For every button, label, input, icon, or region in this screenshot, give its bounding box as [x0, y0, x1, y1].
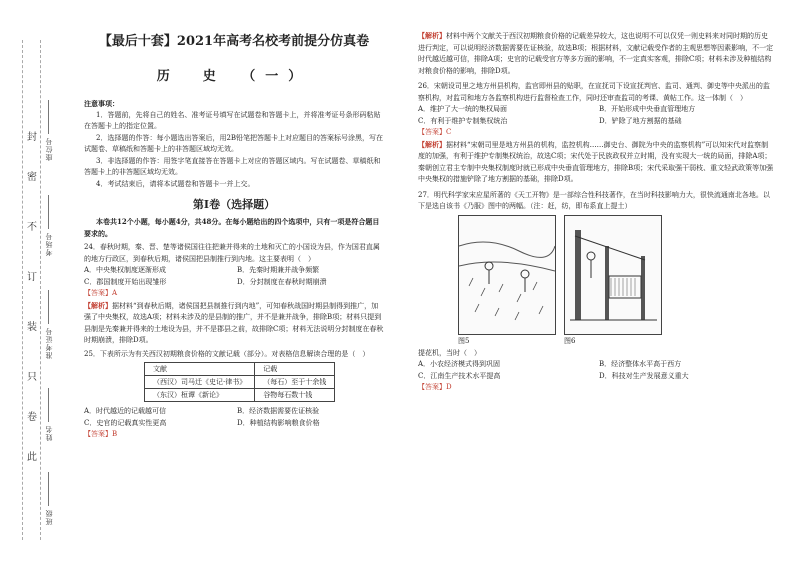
option: D．铲除了地方割据的基础 — [599, 116, 682, 125]
answer-value: B — [112, 430, 118, 438]
fig5-illustration — [458, 215, 556, 335]
option: C．江南生产技术水平提高 — [418, 371, 501, 380]
analysis-tag: 【解析】 — [84, 300, 112, 310]
answer-tag: 【答案】 — [84, 289, 112, 297]
table-cell: （每石）至于十余钱 — [255, 376, 335, 389]
exam-room-field: 考场号 — [44, 195, 54, 256]
q24-analysis — [84, 300, 384, 347]
seal-char: 封 — [27, 132, 37, 143]
q26-analysis — [418, 139, 774, 186]
subject-title: 历 史 （一） — [156, 69, 312, 84]
option: C．郡国制度开始出现雏形 — [84, 277, 167, 286]
right-column — [418, 30, 774, 394]
q27-figures — [458, 215, 774, 346]
q24-options — [84, 265, 384, 288]
section-intro: 本卷共12个小题，每小题4分，共48分。在每小题给出的四个选项中，只有一项是符合题目要求的。 — [84, 217, 380, 238]
q25-source-table — [144, 362, 335, 402]
analysis-text: 据材料“到春秋后期，诸侯国把县制推行到内地”，可知春秋战国时期县制得到推广，加强了中央集权，故选A项；材料未涉及的是县制的推广，并不是兼并战争，排除B项；材料只提到县制是先秦兼并得来的土地设为县，并不是郡县之前，故排除C项；材料无法说明分封制度在春秋时期崩溃，排除D项。 — [84, 301, 384, 344]
option: B．先秦时期兼并战争频繁 — [237, 266, 320, 274]
analysis-text: 材料中两个文献关于西汉初期粮食价格的记载差异较大，这也说明不可以仅凭一则史料来对同时期的历史进行判定，可以说明经济数据需要佐证核验，故选B项；根据材料，文献记载受作者的主观思想等因素影响，不一定时代越近越可信，排除A项；史官的记载受官方等多方面的影响，不一定真实客观，排除C项；材料未涉及种植结构对粮食价格的影响，排除D项。 — [418, 32, 774, 75]
table-row — [145, 389, 335, 402]
option: D．种植结构影响粮食价格 — [237, 418, 320, 427]
q27-note: 提花机，当时（ ） — [418, 348, 481, 357]
q27-answer — [418, 382, 774, 394]
fig6-illustration — [564, 215, 662, 335]
q24-stem: 24．春秋时期，秦、晋、楚等诸侯国往往把兼并得来的土地和灭亡的小国设为县，作为国君直属的地方行政区，到春秋后期，诸侯国把县制推行到内地。这主要表明（ ） — [84, 243, 380, 263]
table-header-cell: 记载 — [255, 363, 335, 376]
notice-item: 4．考试结束后，请将本试题卷和答题卡一并上交。 — [96, 179, 255, 188]
answer-tag: 【答案】 — [418, 128, 446, 136]
q26-options — [418, 104, 774, 127]
seal-char: 此 — [27, 452, 37, 463]
field-work-illustration — [459, 216, 555, 334]
figure-6 — [564, 215, 662, 346]
analysis-tag: 【解析】 — [418, 139, 446, 149]
left-column — [84, 30, 384, 441]
notice-heading: 注意事项： — [84, 99, 119, 108]
table-cell: （东汉）桓谭《新论》 — [145, 389, 255, 402]
seal-char: 装 — [27, 322, 37, 333]
q24-answer — [84, 288, 384, 300]
q25-stem: 25．下表所示为有关西汉初期粮食价格的文献记载（部分）。对表格信息解读合理的是（ ） — [84, 349, 370, 358]
q25-analysis — [418, 30, 774, 77]
answer-tag: 【答案】 — [418, 383, 446, 391]
option: C．有利于维护专制集权统治 — [418, 116, 508, 125]
binding-margin — [0, 0, 80, 562]
option: A．小农经济模式得到巩固 — [418, 360, 501, 368]
q26-answer — [418, 127, 774, 139]
q27-options — [418, 359, 774, 382]
seal-line-inner — [40, 40, 41, 540]
option: A．维护了大一统的集权局面 — [418, 105, 508, 113]
analysis-text: 据材料“宋朝司里是地方州县的机构，监控机构……御史台、御院为中央的监察机构”可以知宋代对监察制度的加强，有利于维护专制集权统治，故选C项；宋代处于民族政权并立时期，没有实现大一统的局面，排除A项；秦朝创立君主专制中央集权制度时就已形成中央垂直管理地方，排除B项；宋代采取强干弱枝、重文轻武政策等加强中央集权的措施铲除了地方割据的基础，排除D项。 — [418, 140, 774, 183]
answer-value: D — [446, 383, 452, 391]
table-row — [145, 376, 335, 389]
option: B．经济整体水平高于西方 — [599, 360, 682, 368]
section-title: 第Ⅰ卷（选择题） — [192, 198, 276, 211]
answer-tag: 【答案】 — [84, 430, 112, 438]
figure-caption: 图6 — [564, 336, 576, 345]
table-cell: （西汉）司马迁《史记·律书》 — [145, 376, 255, 389]
notice-item: 3．非选择题的作答：用签字笔直接答在答题卡上对应的答题区域内。写在试题卷、草稿纸和答题卡上的非答题区域均无效。 — [84, 156, 381, 176]
seal-char: 订 — [27, 272, 37, 283]
figure-caption: 图5 — [458, 336, 470, 345]
notice-item: 1．答题前，先将自己的姓名、准考证号填写在试题卷和答题卡上，并将准考证号条形码粘贴在答题卡上的指定位置。 — [84, 110, 381, 130]
notice-item: 2．选择题的作答：每小题选出答案后，用2B铅笔把答题卡上对应题目的答案标号涂黑，写在试题卷、草稿纸和答题卡上的非答题区域均无效。 — [84, 133, 384, 153]
q25-answer — [84, 429, 384, 441]
figure-5 — [458, 215, 556, 346]
exam-title: 【最后十套】2021年高考名校考前提分仿真卷 — [98, 34, 370, 49]
option: A．中央集权制度逐渐形成 — [84, 266, 167, 274]
seal-char: 卷 — [27, 412, 37, 423]
table-cell: 谷物每石数十钱 — [255, 389, 335, 402]
admission-number-field: 准考证号 — [44, 290, 54, 359]
table-header-row — [145, 363, 335, 376]
option: D．分封制度在春秋时期崩溃 — [237, 277, 327, 286]
option: D．科技对生产发展意义重大 — [599, 371, 689, 380]
answer-value: C — [446, 128, 452, 136]
q25-options — [84, 406, 384, 429]
seal-char: 密 — [27, 172, 37, 183]
option: B．经济数据需要佐证核验 — [237, 407, 320, 415]
option: B．开始形成中央垂直管理地方 — [599, 105, 696, 113]
seal-line — [22, 40, 23, 540]
seal-char: 不 — [27, 222, 37, 233]
option: C．史官的记载真实性更高 — [84, 418, 167, 427]
seal-char: 只 — [27, 372, 37, 383]
q26-stem: 26．宋朝设司里之地方州县机构，监官即州县的贴职，在宣抚司下设宣抚判官、监司、通判、御史等中央派出的监察机构，对监司和地方各监察机构进行监督检查工作，同时还审查监司的考课、黄帖工作。这一体制（ ） — [418, 82, 770, 102]
table-header-cell: 文献 — [145, 363, 255, 376]
seat-number-field: 座位号 — [44, 100, 54, 161]
q27-stem: 27．明代科学家宋应星所著的《天工开物》是一部综合性科技著作，在当时科技影响力大，很快流通南北各地。以下是选自该书《乃服》图中的两幅。（注：赶，纺，即布系直上提土） — [418, 190, 770, 210]
name-field: 姓名 — [44, 388, 54, 441]
class-field: 班级 — [44, 472, 54, 525]
answer-value: A — [112, 289, 118, 297]
analysis-tag: 【解析】 — [418, 31, 446, 40]
loom-illustration — [565, 216, 661, 334]
option: A．时代越近的记载越可信 — [84, 407, 167, 415]
